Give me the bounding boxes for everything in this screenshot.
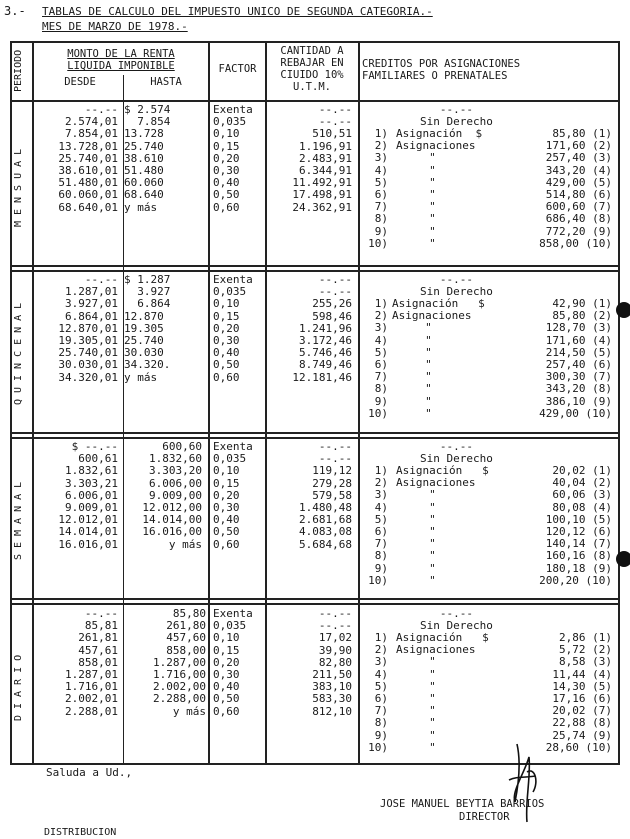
hasta-values: $ 2.574 7.854 13.728 25.740 38.610 51.480 60.060 68.640 y más [124,103,171,214]
periodo-mensual: MENSUAL [13,142,24,228]
signer-name: JOSE MANUEL BEYTIA BARRIOS [380,798,545,810]
credit-amounts: 20,02 (1) 40,04 (2) 60,06 (3) 80,08 (4) 100,10 (5) 120,12 (6) 140,14 (7) 160,16 (8) 180,18 (9) 200,20 (10) [539,464,612,587]
hasta-values: 85,80 261,80 457,60 858,00 1.287,00 1.716,00 2.002,00 2.288,00 y más [153,607,206,718]
doc-title: TABLAS DE CALCULO DEL IMPUESTO UNICO DE SEGUNDA CATEGORIA.- [42,5,433,18]
credit-index: 1) 2) 3) 4) 5) 6) 7) 8) 9) 10) [368,297,388,420]
cantidad-values: --.-- --.-- 17,02 39,90 82,80 211,50 383,10 583,30 812,10 [312,607,352,718]
credit-amounts: 85,80 (1) 171,60 (2) 257,40 (3) 343,20 (4) 429,00 (5) 514,80 (6) 600,60 (7) 686,40 (8) 772,20 (9) 858,00 (10) [539,127,612,250]
semanal-top-border [10,437,620,439]
credit-labels: Asignación $ Asignaciones " " " " " " " " [392,297,485,420]
credit-index: 1) 2) 3) 4) 5) 6) 7) 8) 9) 10) [368,127,388,250]
hasta-header: HASTA [150,76,182,88]
doc-number: 3.- [4,4,26,18]
desde-values: $ --.-- 600,61 1.832,61 3.303,21 6.006,01 9.009,01 12.012,01 14.014,01 16.016,01 [58,440,118,551]
punch-hole [616,551,630,567]
desde-values: --.-- 2.574,01 7.854,01 13.728,01 25.740,01 38.610,01 51.480,01 60.060,01 68.640,01 [58,103,118,214]
factor-values: Exenta 0,035 0,10 0,15 0,20 0,30 0,40 0,50 0,60 [213,607,253,718]
quincenal-bottom-border [10,432,620,434]
factor-header: FACTOR [218,63,257,75]
sin-derecho: --.-- Sin Derecho [420,273,493,299]
table-top-border [10,41,620,43]
credit-index: 1) 2) 3) 4) 5) 6) 7) 8) 9) 10) [368,464,388,587]
hasta-values: 600,60 1.832,60 3.303,20 6.006,00 9.009,00 12.012,00 14.014,00 16.016,00 y más [142,440,202,551]
hasta-values: $ 1.287 3.927 6.864 12.870 19.305 25.740 30.030 34.320. y más [124,273,171,384]
desde-header: DESDE [64,76,96,88]
periodo-diario: DIARIO [13,648,24,721]
creditos-col-border [358,41,360,765]
table-left-border [10,41,12,765]
table-right-border [618,41,620,765]
sin-derecho: --.-- Sin Derecho [420,103,493,129]
credit-labels: Asignación $ Asignaciones " " " " " " " " [396,464,489,587]
periodo-quincenal: QUINCENAL [13,296,24,406]
desde-values: --.-- 1.287,01 3.927,01 6.864,01 12.870,01 19.305,01 25.740,01 30.030,01 34.320,01 [58,273,118,384]
periodo-header: PERIODO [13,49,24,93]
factor-values: Exenta 0,035 0,10 0,15 0,20 0,30 0,40 0,50 0,60 [213,103,253,214]
cantidad-values: --.-- --.-- 119,12 279,28 579,58 1.480,48 2.681,68 4.083,08 5.684,68 [299,440,352,551]
sin-derecho: --.-- Sin Derecho [420,607,493,633]
distribucion-label: DISTRIBUCION [44,827,117,838]
punch-hole [616,302,630,318]
semanal-bottom-border [10,598,620,600]
credit-amounts: 2,86 (1) 5,72 (2) 8,58 (3) 11,44 (4) 14,30 (5) 17,16 (6) 20,02 (7) 22,88 (8) 25,74 (9) 28,60 (10) [545,631,612,754]
creditos-header: CREDITOS POR ASIGNACIONES FAMILIARES O PRENATALES [362,58,521,82]
factor-values: Exenta 0,035 0,10 0,15 0,20 0,30 0,40 0,50 0,60 [213,440,253,551]
cantidad-values: --.-- --.-- 255,26 598,46 1.241,96 3.172,46 5.746,46 8.749,46 12.181,46 [292,273,352,384]
credit-index: 1) 2) 3) 4) 5) 6) 7) 8) 9) 10) [368,631,388,754]
greeting: Saluda a Ud., [46,766,133,779]
desde-values: --.-- 85,81 261,81 457,61 858,01 1.287,01 1.716,01 2.002,01 2.288,01 [65,607,118,718]
factor-values: Exenta 0,035 0,10 0,15 0,20 0,30 0,40 0,50 0,60 [213,273,253,384]
diario-top-border [10,603,620,605]
cantidad-header: CANTIDAD A REBAJAR EN CIUIDO 10% U.T.M. [280,45,344,93]
factor-col-border [208,41,210,765]
quincenal-top-border [10,270,620,272]
doc-subtitle: MES DE MARZO DE 1978.- [42,20,188,33]
mensual-bottom-border [10,265,620,267]
cantidad-col-border [265,41,267,765]
monto-header: MONTO DE LA RENTA LIQUIDA IMPONIBLE [67,48,175,72]
periodo-semanal: SEMANAL [13,475,24,560]
sin-derecho: --.-- Sin Derecho [420,440,493,466]
cantidad-values: --.-- --.-- 510,51 1.196,91 2.483,91 6.344,91 11.492,91 17.498,91 24.362,91 [292,103,352,214]
credit-labels: Asignación $ Asignaciones " " " " " " " " [396,127,483,250]
signer-role: DIRECTOR [459,811,510,823]
header-bottom-border [10,100,620,102]
credit-labels: Asignación $ Asignaciones " " " " " " " " [396,631,489,754]
credit-amounts: 42,90 (1) 85,80 (2) 128,70 (3) 171,60 (4) 214,50 (5) 257,40 (6) 300,30 (7) 343,20 (8) 386,10 (9) 429,00 (10) [539,297,612,420]
